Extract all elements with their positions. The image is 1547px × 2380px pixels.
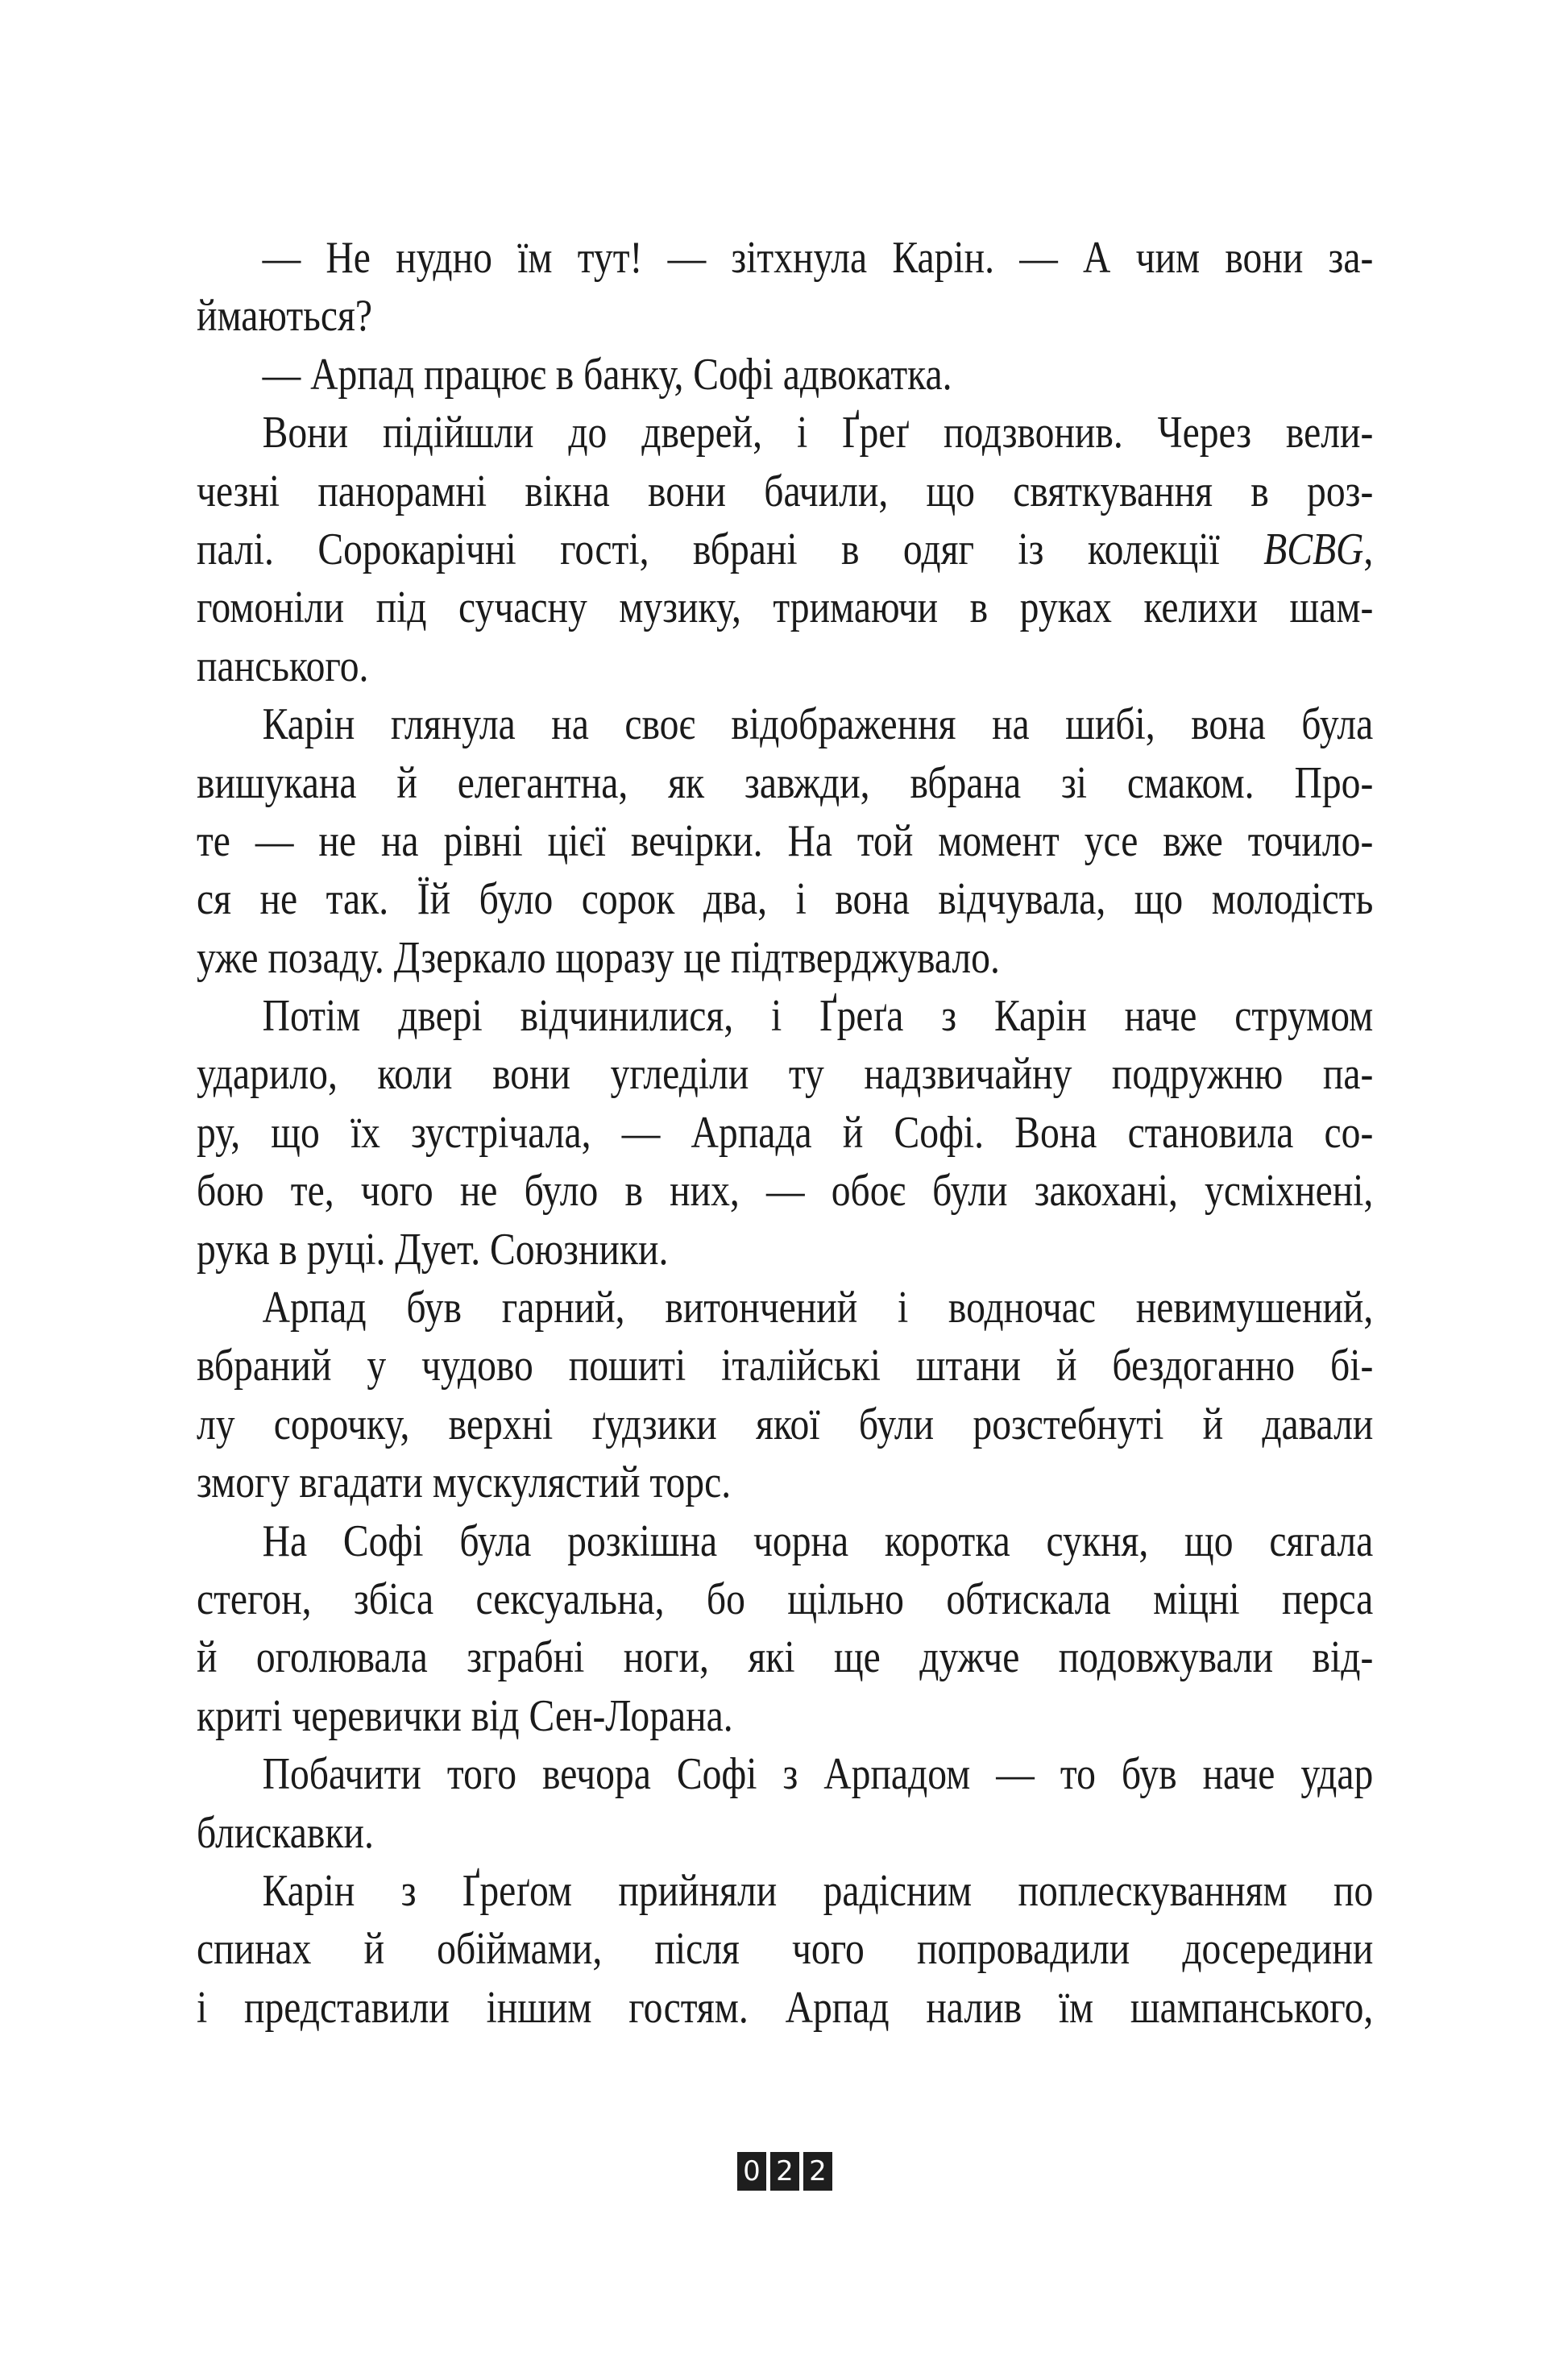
text-span: панського.	[197, 641, 369, 691]
text-span: палі. Сорокарічні гості, вбрані в одяг із колекції	[197, 524, 1264, 574]
text-span: змогу вгадати мускулястий торс.	[197, 1457, 732, 1508]
text-line	[197, 578, 1373, 636]
text-span: ймаються?	[197, 291, 372, 342]
text-line	[197, 637, 1373, 695]
text-span: блискавки.	[197, 1807, 374, 1858]
text-line	[197, 1979, 1373, 2037]
page-number-digit: 2	[803, 2152, 832, 2191]
page-number-digit: 0	[737, 2152, 766, 2191]
text-line	[197, 462, 1373, 520]
text-span: Потім двері відчинилися, і Ґреґа з Карін наче струмом	[262, 991, 1374, 1042]
text-span: На Софі була розкішна чорна коротка сукня, що сягала	[262, 1515, 1374, 1566]
text-span: стегон, збіса сексуальна, бо щільно обтискала міцні перса	[197, 1574, 1374, 1624]
text-line	[197, 1221, 1373, 1279]
text-line	[197, 404, 1373, 462]
text-line	[197, 1804, 1373, 1862]
text-line	[197, 1279, 1373, 1337]
text-span: вишукана й елегантна, як завжди, вбрана зі смаком. Про-	[197, 757, 1374, 808]
text-line	[197, 870, 1373, 928]
text-span: Арпад був гарний, витончений і водночас невимушений,	[262, 1283, 1374, 1333]
text-line	[197, 1920, 1373, 1978]
text-span: бою те, чого не було в них, — обоє були закохані, усміхнені,	[197, 1166, 1374, 1217]
text-line	[197, 1395, 1373, 1453]
text-line	[197, 520, 1373, 578]
text-span: спинах й обіймами, після чого попровадили досередини	[197, 1924, 1374, 1975]
text-span: ,	[1363, 524, 1374, 574]
italic-text: BCBG	[1263, 524, 1364, 574]
body-text	[197, 229, 1373, 2037]
text-span: Карін з Ґреґом прийняли радісним поплескуванням по	[262, 1865, 1374, 1916]
text-line	[197, 1045, 1373, 1103]
text-line	[197, 1453, 1373, 1511]
text-span: рука в руці. Дует. Союзники.	[197, 1224, 669, 1275]
text-span: — Не нудно їм тут! — зітхнула Карін. — А чим вони за-	[262, 233, 1374, 283]
page-number	[737, 2152, 832, 2191]
text-span: вбраний у чудово пошиті італійські штани й бездоганно бі-	[197, 1341, 1374, 1391]
text-line	[197, 1104, 1373, 1162]
text-span: — Арпад працює в банку, Софі адвокатка.	[262, 349, 952, 400]
text-span: ударило, коли вони угледіли ту надзвичайну подружню па-	[197, 1049, 1374, 1100]
text-line	[197, 1162, 1373, 1220]
text-span: Карін глянула на своє відображення на шибі, вона була	[262, 699, 1374, 750]
text-span: ся не так. Їй було сорок два, і вона відчувала, що молодість	[197, 874, 1374, 925]
text-span: й оголювала зграбні ноги, які ще дужче подовжували від-	[197, 1632, 1374, 1683]
text-line	[197, 987, 1373, 1045]
text-line	[197, 1745, 1373, 1803]
text-line	[197, 1862, 1373, 1920]
text-line	[197, 1570, 1373, 1628]
text-span: гомоніли під сучасну музику, тримаючи в руках келихи шам-	[197, 583, 1374, 633]
text-line	[197, 229, 1373, 287]
text-line	[197, 695, 1373, 753]
text-span: Побачити того вечора Софі з Арпадом — то був наче удар	[262, 1749, 1374, 1800]
text-line	[197, 346, 1373, 404]
text-line	[197, 929, 1373, 987]
text-line	[197, 812, 1373, 870]
text-span: уже позаду. Дзеркало щоразу це підтверджувало.	[197, 932, 1000, 983]
text-line	[197, 754, 1373, 812]
text-line	[197, 287, 1373, 345]
text-span: ру, що їх зустрічала, — Арпада й Софі. Вона становила со-	[197, 1107, 1374, 1158]
text-line	[197, 1337, 1373, 1395]
text-line	[197, 1512, 1373, 1570]
text-span: криті черевички від Сен-Лорана.	[197, 1690, 733, 1741]
text-span: те — не на рівні цієї вечірки. На той момент усе вже точило-	[197, 815, 1374, 866]
text-span: лу сорочку, верхні ґудзики якої були розстебнуті й давали	[197, 1399, 1374, 1449]
text-line	[197, 1628, 1373, 1686]
page-number-digit: 2	[770, 2152, 799, 2191]
text-span: Вони підійшли до дверей, і Ґреґ подзвонив. Через вели-	[262, 408, 1374, 458]
text-span: і представили іншим гостям. Арпад налив їм шампанського,	[197, 1982, 1374, 2033]
text-line	[197, 1687, 1373, 1745]
text-span: чезні панорамні вікна вони бачили, що святкування в роз-	[197, 466, 1374, 516]
